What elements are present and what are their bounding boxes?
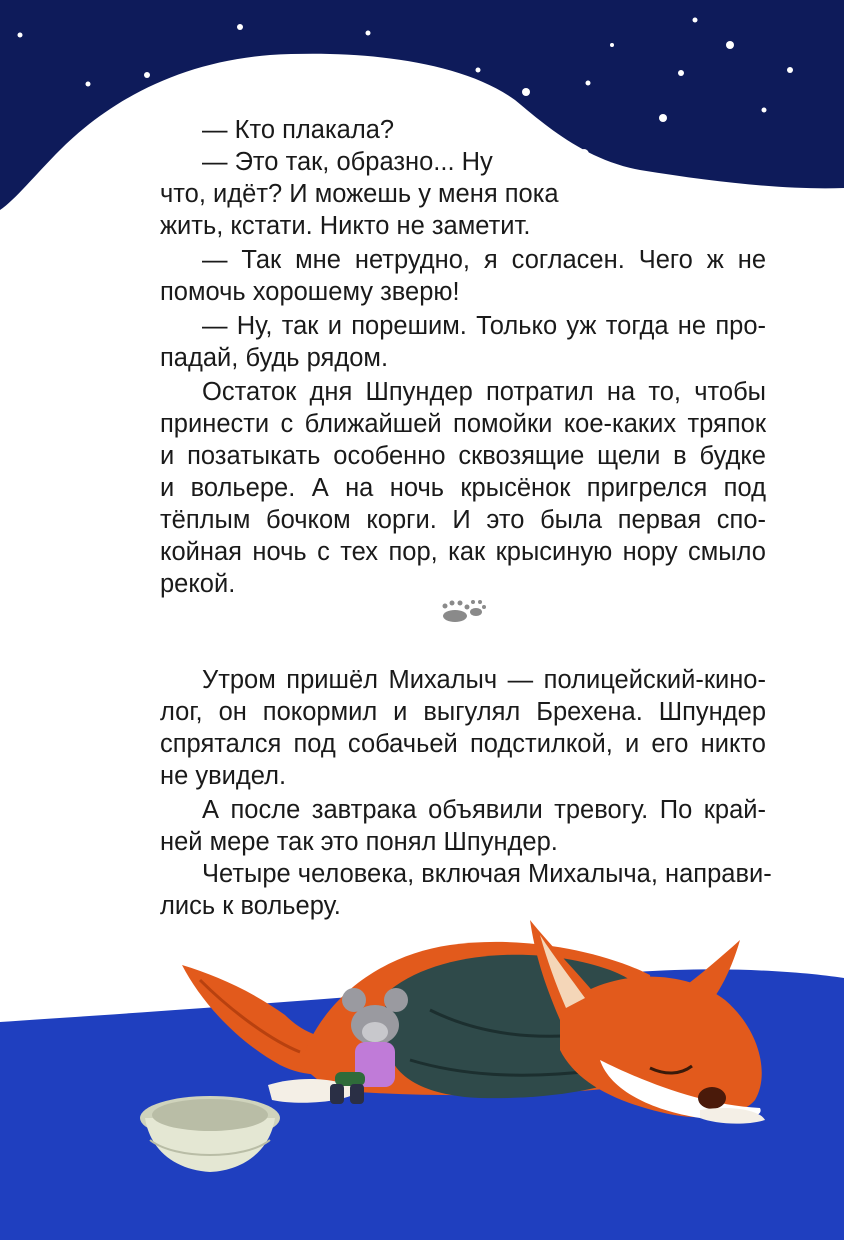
text-line: — Так мне нетрудно, я согласен. Чего ж не (202, 246, 766, 274)
text-line: Четыре человека, включая Михалыча, направи- (202, 860, 772, 888)
text-line: Утром пришёл Михалыч — полицейский-кино- (202, 666, 766, 694)
text-line: А после завтрака объявили тревогу. По край- (202, 796, 766, 824)
text-line: падай, будь рядом. (160, 344, 389, 372)
text-line: помочь хорошему зверю! (160, 278, 460, 306)
paw-prints-icon (443, 600, 487, 622)
text-line: тёплым бочком корги. И это была первая спо- (160, 506, 766, 534)
text-line: Остаток дня Шпундер потратил на то, чтобы (202, 378, 766, 406)
text-line: рекой. (160, 570, 236, 598)
text-line: лись к вольеру. (160, 892, 341, 920)
text-line: и позатыкать особенно сквозящие щели в будке (160, 442, 766, 470)
text-line: что, идёт? И можешь у меня пока (160, 180, 559, 208)
text-line: ней мере так это понял Шпундер. (160, 828, 558, 856)
text-line: лог, он покормил и выгулял Брехена. Шпундер (160, 698, 766, 726)
text-line: спрятался под собачьей подстилкой, и его никто (160, 730, 766, 758)
text-line: не увидел. (160, 762, 287, 790)
text-line: — Ну, так и порешим. Только уж тогда не про- (202, 312, 766, 340)
text-line: койная ночь с тех пор, как крысиную нору смыло (160, 538, 766, 566)
text-line: — Кто плакала? (202, 116, 395, 144)
text-line: — Это так, образно... Ну (202, 148, 493, 176)
text-line: принести с ближайшей помойки кое-каких тряпок (160, 410, 766, 438)
text-line: и вольере. А на ночь крысёнок пригрелся под (160, 474, 766, 502)
text-line: жить, кстати. Никто не заметит. (160, 212, 531, 240)
